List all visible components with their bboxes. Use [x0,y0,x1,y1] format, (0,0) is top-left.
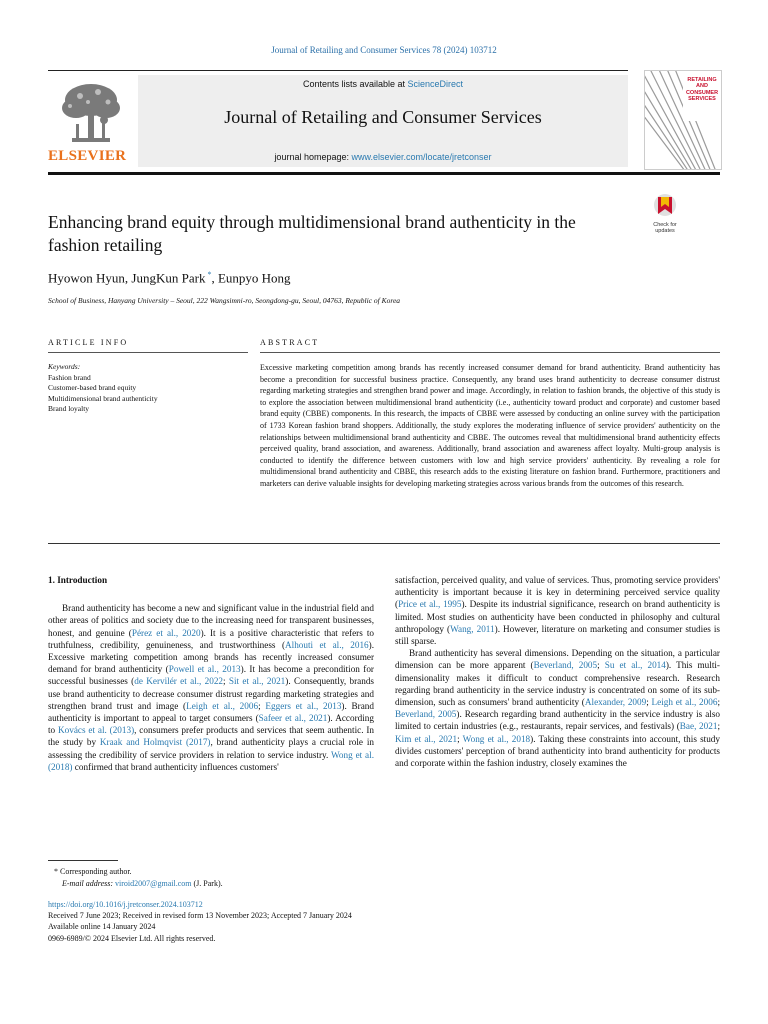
doi-link[interactable]: https://doi.org/10.1016/j.jretconser.2024.103712 [48,900,203,909]
keywords-label: Keywords: [48,362,81,371]
body-text: ). It is a positive characteristic that refers to truthfulness, credibility, genuineness, and trustworthiness ( [48,627,374,650]
article-title: Enhancing brand equity through multidimensional brand authenticity in the fashion retailing [48,212,576,255]
homepage-prefix: journal homepage: [274,152,352,162]
article-meta [48,899,720,944]
body-text: ). Despite its industrial significance, research on brand authenticity is limited. Most studies on authenticity have been conducted in philosophy and cultural anthropology ( [395,599,720,634]
keyword-item: Fashion brand [48,372,91,382]
cover-title [685,77,719,103]
citation-link[interactable]: Kovács et al. (2013) [58,725,135,736]
email-link[interactable]: viroid2007@gmail.com [115,878,192,888]
cover-title-line: RETAILING [687,77,717,83]
body-column-left [48,574,374,773]
citation-link[interactable]: Beverland, 2005 [395,709,457,720]
authors-secondary: , Eunpyo Hong [211,270,291,286]
citation-link[interactable]: Powell et al., 2013 [168,664,241,675]
available-online: Available online 14 January 2024 [48,922,156,932]
body-text: ; [223,676,229,687]
citation-link[interactable]: Beverland, 2005 [533,660,598,671]
received-dates: Received 7 June 2023; Received in revised form 13 November 2023; Accepted 7 January 2024 [48,911,352,921]
cover-title-line: AND [696,83,708,90]
body-column-right [395,574,720,769]
citation-link[interactable]: Pérez et al., 2020 [131,627,201,638]
citation-link[interactable]: Eggers et al., 2013 [265,700,342,711]
contents-prefix: Contents lists available at [302,79,408,89]
journal-homepage-link[interactable]: www.elsevier.com/locate/jretconser [351,152,492,162]
body-text: satisfaction, perceived quality, and value of services. Thus, promoting service providers' authenticity is important because it is key in determining perceived service quality ( [395,575,720,610]
keywords-block [48,362,248,415]
check-updates-icon [645,193,685,217]
citation-link[interactable]: Sit et al., 2021 [228,676,286,687]
masthead-bottom-rule [48,172,720,175]
article-info-heading: ARTICLE INFO [48,338,129,347]
citation-link[interactable]: Wong et al. (2018) [48,749,374,772]
body-text: ; [457,733,463,744]
citation-link[interactable]: Wang, 2011 [450,623,495,634]
keyword-item: Multidimensional brand authenticity [48,393,158,403]
email-label: E-mail address: [62,878,116,888]
body-text: ; [597,660,605,671]
body-text: ). Taking these constraints into account, this study divides customers' perception of brand authenticity into brand authenticity for products and corporate within the fashion industry, closely examines the [395,733,720,769]
citation-link[interactable]: Kraak and Holmqvist (2017) [99,737,211,748]
body-text: ; [717,721,720,732]
body-text: , consumers prefer products and services that seem authentic. In the study by [48,725,375,748]
check-updates-line: Check for [653,222,677,228]
abstract-rule [260,352,720,353]
corresponding-author-mark[interactable]: * [205,270,212,279]
corresponding-author-note [48,866,720,878]
cover-title-line: SERVICES [688,96,716,103]
footnotes [48,866,720,889]
copyright: 0969-6989/© 2024 Elsevier Ltd. All rights reserved. [48,933,216,943]
citation-link[interactable]: Alhouti et al., 2016 [285,639,369,650]
abstract-bottom-rule [48,543,720,544]
body-text: ; [717,697,720,708]
body-text: ). Brand authenticity is important to appeal to target consumers ( [48,700,374,724]
body-text: ). However, literature on marketing and consumer studies is still sparse. [395,623,720,647]
keyword-item: Brand loyalty [48,404,90,414]
masthead-top-rule [48,70,628,71]
footnote-rule [48,860,118,861]
body-text: ). Consequently, brands use brand authenticity to decrease consumer distrust regarding marketing strategies and strengthen brand trust and image ( [48,676,374,711]
citation-link[interactable]: Su et al., 2014 [604,660,666,671]
body-text: Brand authenticity has become a new and significant value in the industrial field and other areas of politics and society due to the increasing need for transparent businesses, honest, and genuine ( [48,603,374,638]
citation-link[interactable]: Safeer et al., 2021 [258,713,328,724]
body-text: confirmed that brand authenticity influences customers' [72,761,279,772]
section-heading-introduction: 1. Introduction [48,575,108,585]
homepage-line [138,152,628,162]
authors-primary: Hyowon Hyun, JungKun Park [48,270,206,286]
citation-link[interactable]: Bae, 2021 [679,721,718,732]
check-updates-line: updates [655,228,675,234]
paragraph [395,647,720,769]
sciencedirect-link[interactable]: ScienceDirect [407,79,464,89]
citation-link[interactable]: de Kervilér et al., 2022 [134,676,224,687]
paragraph [48,602,374,773]
body-text: ). According to [48,713,374,736]
journal-title: Journal of Retailing and Consumer Services [224,107,542,127]
check-for-updates-button[interactable] [645,193,685,234]
citation-link[interactable]: Price et al., 1995 [398,599,462,610]
email-suffix: (J. Park). [191,878,223,888]
citation-link[interactable]: Leigh et al., 2006 [186,700,259,711]
cover-title-line: CONSUMER [685,89,719,96]
footnote-mark: * [54,867,58,876]
body-text: ; [646,697,652,708]
citation-link[interactable]: Leigh et al., 2006 [651,697,718,708]
authors [48,270,291,286]
article-info-rule [48,352,248,353]
check-updates-label [645,222,685,234]
body-text: ). It has become a precondition for successful businesses ( [48,664,374,687]
body-text: , brand authenticity plays a crucial role in assessing the credibility of service providers in relation to service industry. [48,737,375,760]
body-text: ). Research regarding brand authenticity in the service industry is also limited to certain industries (e.g., restaurants, repair services, and festivals) ( [395,709,720,732]
publisher-name: ELSEVIER [48,148,127,164]
body-text: ). This multi-dimensionality makes it difficult to conduct comprehensive research. Research regarding brand authenticity in the service industry is concentrated on some of its sub-dimension, such as consumers' brand authenticity ( [395,660,720,708]
citation-link[interactable]: Wong et al., 2018 [462,733,531,744]
abstract-text: Excessive marketing competition among brands has recently increased consumer demand for brand authenticity. Brand authenticity has become a precondition for successful business practice. Consequently, any brand uses brand authenticity to decrease consumer distrust regarding marketing strategies and strengthen brand power and image. Accordingly, in relation to fashion brands, the objective of this study is to explore the association between multidimensional brand authenticity (i.e., authenticity toward product and corporate) and customer based brand equity (CBBE) components. In this research, the impacts of CBBE were assessed by conducting an online survey with the participation of 1733 Korean fashion brand shoppers. Additionally, the study explores the moderating influence of service providers' authenticity on the relationships between multidimensional brand authenticity and CBBE. The outcomes reveal that multidimensional brand authenticity effects perceived quality, brand association, and awareness. Additionally, brand association and awareness affect loyalty. Multi-group analysis is conducted to identify the difference between customers with low and high service providers' authenticity. By revealing a role for multidimensional brand authenticity and CBBE, this research adds to the existing literature on fashion brand. Furthermore, practitioners and marketers can derive valuable insights for developing marketing strategies across various brands from the outcomes of this research. [260,363,720,488]
paragraph [395,574,720,647]
elsevier-tree-logo-icon [58,80,124,146]
body-text: ). Excessive marketing competition among brands has recently increased consumer demand for brand authenticity ( [48,639,374,675]
journal-cover-thumbnail[interactable] [644,70,722,170]
body-text: Brand authenticity has several dimensions. Depending on the situation, a particular dimension can be more apparent ( [395,648,720,671]
citation-link[interactable]: Kim et al., 2021 [395,733,458,744]
corresponding-author-text: Corresponding author. [58,867,132,876]
citation-line[interactable]: Journal of Retailing and Consumer Services 78 (2024) 103712 [271,45,497,55]
contents-line [138,79,628,89]
citation-link[interactable]: Alexander, 2009 [584,697,647,708]
affiliation: School of Business, Hanyang University – Seoul, 222 Wangsimni-ro, Seongdong-gu, Seoul, 04763, Republic of Korea [48,296,401,305]
keyword-item: Customer-based brand equity [48,383,137,393]
body-text: ; [258,700,266,711]
abstract-heading: ABSTRACT [260,338,320,347]
email-note [48,878,720,890]
